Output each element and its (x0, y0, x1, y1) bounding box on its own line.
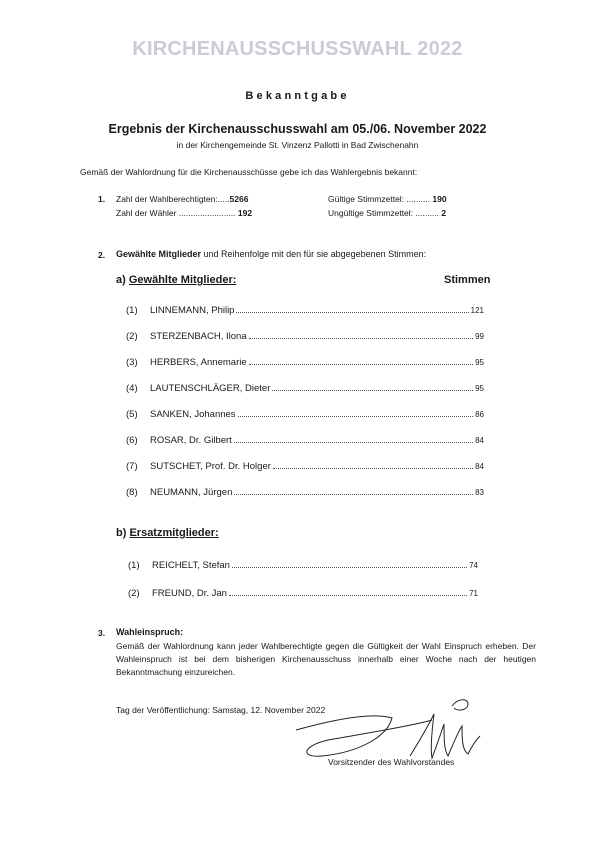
member-index: (3) (126, 357, 138, 368)
member-name: SUTSCHET, Prof. Dr. Holger (150, 461, 271, 472)
document-title: Ergebnis der Kirchenausschusswahl am 05./06. November 2022 (108, 122, 487, 136)
member-row (126, 487, 484, 501)
substitute-name: FREUND, Dr. Jan (152, 588, 227, 599)
member-votes: 95 (475, 358, 484, 367)
section-2-intro (116, 249, 426, 259)
eligible-label: Zahl der Wahlberechtigten:..... (116, 194, 230, 204)
member-name: SANKEN, Johannes (150, 409, 236, 420)
leader-dots (234, 442, 473, 443)
members-title: Gewählte Mitglieder: (128, 274, 237, 286)
substitute-row (128, 560, 478, 574)
member-row (126, 461, 484, 475)
substitute-votes: 74 (469, 561, 478, 570)
leader-dots (229, 595, 467, 596)
section-2-number: 2. (98, 250, 106, 260)
substitute-index: (1) (128, 560, 140, 571)
member-index: (5) (126, 409, 138, 420)
member-row (126, 331, 484, 345)
publication-date: Tag der Veröffentlichung: Samstag, 12. November 2022 (116, 705, 326, 715)
member-name: LAUTENSCHLÄGER, Dieter (150, 383, 271, 394)
substitute-index: (2) (128, 588, 140, 599)
leader-dots (238, 416, 474, 417)
member-name: LINNEMANN, Philip (150, 305, 235, 316)
member-votes: 95 (475, 384, 484, 393)
member-index: (4) (126, 383, 138, 394)
document-subtitle: in der Kirchengemeinde St. Vinzenz Pallotti in Bad Zwischenahn (176, 140, 419, 150)
invalid-label: Ungültige Stimmzettel: .......... (328, 208, 440, 218)
document-heading: Bekanntgabe (245, 90, 350, 102)
member-index: (7) (126, 461, 138, 472)
leader-dots (249, 364, 473, 365)
member-votes: 121 (470, 306, 484, 315)
substitute-name: REICHELT, Stefan (152, 560, 230, 571)
section-3-title: Wahleinspruch: (116, 627, 184, 637)
member-name: NEUMANN, Jürgen (150, 487, 233, 498)
members-heading (116, 274, 236, 286)
section-3-number: 3. (98, 628, 106, 638)
eligible-value: 5266 (229, 194, 249, 204)
member-name: ROSAR, Dr. Gilbert (150, 435, 232, 446)
member-votes: 99 (475, 332, 484, 341)
members-prefix: a) (116, 274, 126, 286)
invalid-value: 2 (441, 208, 447, 218)
member-votes: 83 (475, 488, 484, 497)
leader-dots (272, 390, 473, 391)
leader-dots (236, 312, 468, 313)
document-banner: KIRCHENAUSSCHUSSWAHL 2022 (132, 38, 463, 60)
member-index: (8) (126, 487, 138, 498)
member-index: (6) (126, 435, 138, 446)
member-votes: 84 (475, 462, 484, 471)
valid-stat (328, 194, 447, 204)
section-3-text: Gemäß der Wahlordnung kann jeder Wahlberechtigte gegen die Gültigkeit der Wahl Einspruch erheben. Der Wahleinspruch ist bei dem bisherigen Kirchenausschuss innerhalb einer Woche nach der heutigen Bekanntmachung einzureichen. (116, 641, 536, 677)
signature-label: Vorsitzender des Wahlvorstandes (328, 757, 455, 767)
member-row (126, 357, 484, 371)
substitute-row (128, 588, 478, 602)
section-2-intro-rest: und Reihenfolge mit den für sie abgegebenen Stimmen: (201, 249, 427, 259)
member-index: (1) (126, 305, 138, 316)
section-2-intro-bold: Gewählte Mitglieder (116, 249, 202, 259)
substitutes-title: Ersatzmitglieder: (129, 527, 219, 539)
voters-value: 192 (237, 208, 253, 218)
member-name: HERBERS, Annemarie (150, 357, 247, 368)
valid-value: 190 (432, 194, 447, 204)
leader-dots (249, 338, 473, 339)
member-votes: 84 (475, 436, 484, 445)
member-row (126, 435, 484, 449)
valid-label: Gültige Stimmzettel: .......... (328, 194, 431, 204)
voters-label: Zahl der Wähler ........................ (116, 208, 236, 218)
voters-stat (116, 208, 252, 218)
substitutes-prefix: b) (116, 527, 127, 539)
member-name: STERZENBACH, Ilona (150, 331, 247, 342)
eligible-stat (116, 194, 248, 204)
member-row (126, 305, 484, 319)
intro-text: Gemäß der Wahlordnung für die Kirchenausschüsse gebe ich das Wahlergebnis bekannt: (80, 167, 418, 177)
leader-dots (232, 567, 467, 568)
leader-dots (234, 494, 473, 495)
votes-header: Stimmen (444, 274, 491, 286)
section-1-number: 1. (98, 194, 106, 204)
member-row (126, 383, 484, 397)
substitute-votes: 71 (469, 589, 478, 598)
substitutes-heading (116, 527, 219, 539)
member-votes: 86 (475, 410, 484, 419)
member-index: (2) (126, 331, 138, 342)
invalid-stat (328, 208, 446, 218)
leader-dots (273, 468, 473, 469)
member-row (126, 409, 484, 423)
